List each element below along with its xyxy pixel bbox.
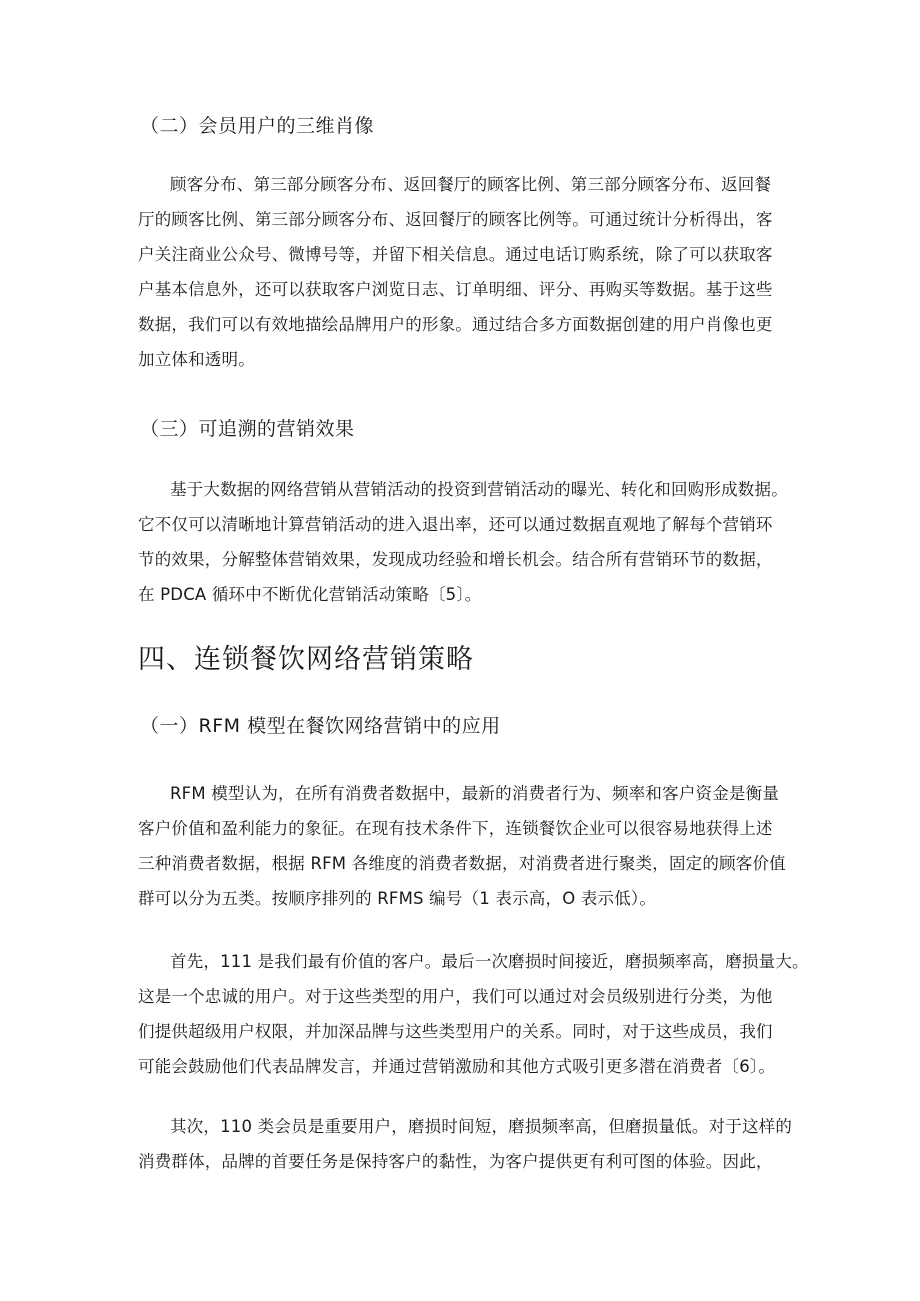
paragraph-membership-portrait <box>138 167 798 377</box>
paragraph-rfm-110 <box>138 1109 798 1179</box>
paragraph-line: 其次，110 类会员是重要用户，磨损时间短，磨损频率高，但磨损量低。对于这样的 <box>170 1117 793 1136</box>
paragraph-line: 在 PDCA 循环中不断优化营销活动策略〔5〕。 <box>138 585 482 604</box>
section-heading-strategies: 四、连锁餐饮网络营销策略 <box>138 644 474 675</box>
subheading-rfm-model: （一）RFM 模型在餐饮网络营销中的应用 <box>140 715 501 737</box>
paragraph-line: 它不仅可以清晰地计算营销活动的进入退出率，还可以通过数据直观地了解每个营销环 <box>138 515 773 534</box>
subheading-membership-portrait: （二）会员用户的三维肖像 <box>140 115 375 137</box>
paragraph-rfm-intro <box>138 776 798 916</box>
paragraph-line: 三种消费者数据，根据 RFM 各维度的消费者数据，对消费者进行聚类，固定的顾客价值 <box>138 854 786 873</box>
paragraph-line: 户基本信息外，还可以获取客户浏览日志、订单明细、评分、再购买等数据。基于这些 <box>138 280 773 299</box>
paragraph-line: 节的效果，分解整体营销效果，发现成功经验和增长机会。结合所有营销环节的数据， <box>138 550 773 569</box>
paragraph-line: 群可以分为五类。按顺序排列的 RFMS 编号（1 表示高，O 表示低）。 <box>138 889 657 908</box>
paragraph-line: 顾客分布、第三部分顾客分布、返回餐厅的顾客比例、第三部分顾客分布、返回餐 <box>170 175 772 194</box>
paragraph-line: 们提供超级用户权限，并加深品牌与这些类型用户的关系。同时，对于这些成员，我们 <box>138 1022 773 1041</box>
paragraph-line: RFM 模型认为，在所有消费者数据中，最新的消费者行为、频率和客户资金是衡量 <box>170 784 780 803</box>
paragraph-line: 厅的顾客比例、第三部分顾客分布、返回餐厅的顾客比例等。可通过统计分析得出，客 <box>138 210 773 229</box>
paragraph-line: 户关注商业公众号、微博号等，并留下相关信息。通过电话订购系统，除了可以获取客 <box>138 245 773 264</box>
paragraph-line: 首先，111 是我们最有价值的客户。最后一次磨损时间接近，磨损频率高，磨损量大。 <box>170 952 809 971</box>
paragraph-line: 数据，我们可以有效地描绘品牌用户的形象。通过结合多方面数据创建的用户肖像也更 <box>138 315 773 334</box>
paragraph-rfm-111 <box>138 944 809 1084</box>
paragraph-line: 基于大数据的网络营销从营销活动的投资到营销活动的曝光、转化和回购形成数据。 <box>170 480 788 499</box>
paragraph-line: 加立体和透明。 <box>138 350 255 369</box>
subheading-traceable-marketing: （三）可追溯的营销效果 <box>140 418 355 440</box>
paragraph-traceable-marketing <box>138 472 798 612</box>
paragraph-line: 消费群体，品牌的首要任务是保持客户的黏性，为客户提供更有利可图的体验。因此， <box>138 1152 773 1171</box>
paragraph-line: 这是一个忠诚的用户。对于这些类型的用户，我们可以通过对会员级别进行分类，为他 <box>138 987 773 1006</box>
paragraph-line: 可能会鼓励他们代表品牌发言，并通过营销激励和其他方式吸引更多潜在消费者〔6〕。 <box>138 1057 776 1076</box>
paragraph-line: 客户价值和盈利能力的象征。在现有技术条件下，连锁餐饮企业可以很容易地获得上述 <box>138 819 773 838</box>
